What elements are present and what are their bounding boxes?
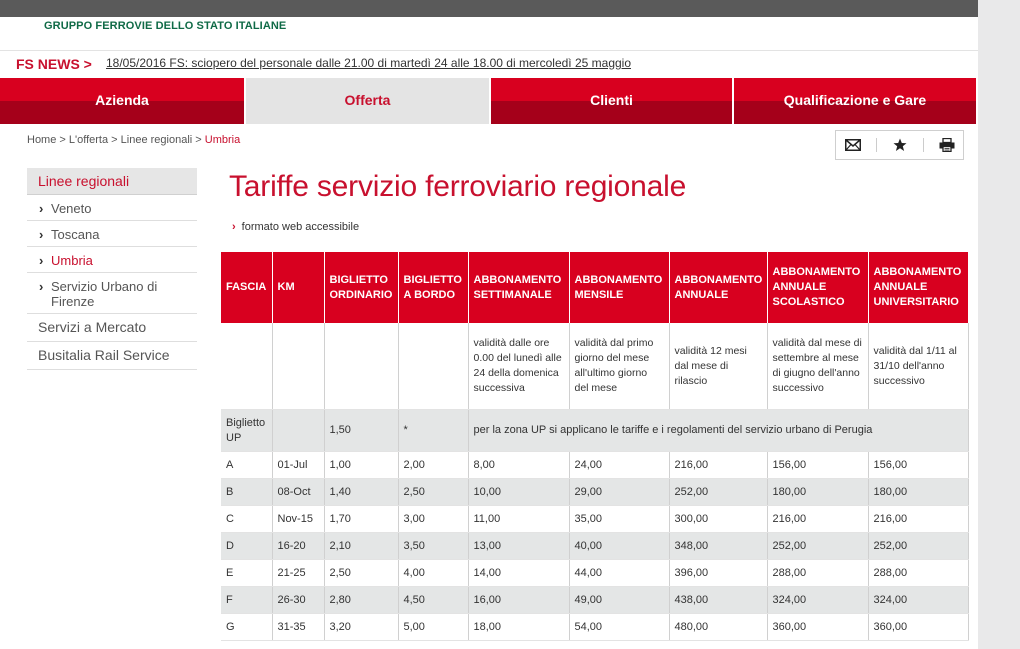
table-cell: 16-20 [272,533,324,560]
table-cell: 2,80 [324,587,398,614]
tariff-table [221,252,969,641]
table-cell [272,410,324,452]
table-header-row [221,252,968,323]
mail-icon[interactable] [843,135,863,155]
table-cell: 480,00 [669,614,767,641]
table-cell: Biglietto UP [221,410,272,452]
column-header: BIGLIETTO A BORDO [398,252,468,323]
table-cell: 2,50 [398,479,468,506]
table-cell: 35,00 [569,506,669,533]
table-cell: 360,00 [767,614,868,641]
table-cell: validità 12 mesi dal mese di rilascio [669,323,767,410]
table-cell: 2,10 [324,533,398,560]
table-cell [221,323,272,410]
table-cell: 1,00 [324,452,398,479]
sidebar [27,168,197,370]
table-cell: * [398,410,468,452]
page-title: Tariffe servizio ferroviario regionale [229,170,687,203]
table-cell: 216,00 [868,506,968,533]
nav-item-offerta[interactable] [246,78,491,124]
table-cell: 5,00 [398,614,468,641]
table-cell: 252,00 [868,533,968,560]
table-cell: validità dal mese di settembre al mese di giugno dell'anno successivo [767,323,868,410]
table-cell: validità dal 1/11 al 31/10 dell'anno successivo [868,323,968,410]
table-cell: 396,00 [669,560,767,587]
table-cell: validità dal primo giorno del mese all'ultimo giorno del mese [569,323,669,410]
table-cell: 288,00 [868,560,968,587]
news-label[interactable]: FS NEWS > [16,56,92,72]
table-cell: Nov-15 [272,506,324,533]
nav-label: Qualificazione e Gare [783,92,927,108]
table-cell: 40,00 [569,533,669,560]
table-row [221,614,968,641]
table-cell: 11,00 [468,506,569,533]
table-cell: 1,40 [324,479,398,506]
table-cell: 01-Jul [272,452,324,479]
breadcrumb-offerta[interactable]: L'offerta [68,134,109,146]
table-cell: E [221,560,272,587]
accessible-format-link[interactable] [232,221,359,233]
table-cell [398,323,468,410]
table-cell: 324,00 [767,587,868,614]
star-icon[interactable] [890,135,910,155]
table-cell: 348,00 [669,533,767,560]
table-cell: 216,00 [669,452,767,479]
table-cell: 44,00 [569,560,669,587]
sidebar-item-toscana[interactable] [27,221,197,247]
nav-item-azienda[interactable] [0,78,246,124]
table-cell: 16,00 [468,587,569,614]
column-header: KM [272,252,324,323]
print-icon[interactable] [937,135,957,155]
sidebar-item-firenze[interactable] [27,273,197,314]
table-cell: 300,00 [669,506,767,533]
column-header: BIGLIETTO ORDINARIO [324,252,398,323]
sidebar-item-servizi-mercato[interactable]: Servizi a Mercato [27,314,197,342]
table-cell: 438,00 [669,587,767,614]
table-cell: 288,00 [767,560,868,587]
column-header: ABBONAMENTO ANNUALE SCOLASTICO [767,252,868,323]
chevron-right-icon: › [39,227,44,242]
main-nav [0,78,978,124]
table-row [221,506,968,533]
sidebar-item-label: Servizio Urbano di Firenze [51,279,158,309]
brand-row [0,17,978,51]
chevron-right-icon: › [39,279,44,294]
nav-item-clienti[interactable] [491,78,734,124]
table-row [221,560,968,587]
table-cell: 08-Oct [272,479,324,506]
sidebar-item-label: Umbria [51,253,93,268]
brand-name[interactable]: GRUPPO FERROVIE DELLO STATO ITALIANE [44,20,287,32]
table-row [221,587,968,614]
breadcrumb-home[interactable]: Home [27,134,57,146]
breadcrumb-current: Umbria [204,134,241,146]
table-cell: 18,00 [468,614,569,641]
table-cell: 1,50 [324,410,398,452]
table-cell: 54,00 [569,614,669,641]
validity-row [221,323,968,410]
table-row [221,533,968,560]
table-cell: validità dalle ore 0.00 del lunedì alle 24 della domenica successiva [468,323,569,410]
table-cell: 3,20 [324,614,398,641]
chevron-right-icon: › [39,201,44,216]
chevron-right-icon: › [232,221,236,233]
sidebar-item-busitalia[interactable]: Busitalia Rail Service [27,342,197,370]
table-cell: 13,00 [468,533,569,560]
table-cell: 156,00 [868,452,968,479]
news-row [0,51,978,78]
table-cell: 2,50 [324,560,398,587]
table-cell: 31-35 [272,614,324,641]
table-cell: 49,00 [569,587,669,614]
sidebar-item-linee-regionali[interactable]: Linee regionali [27,168,197,195]
table-cell: 21-25 [272,560,324,587]
table-cell: 1,70 [324,506,398,533]
table-cell: per la zona UP si applicano le tariffe e i regolamenti del servizio urbano di Perugia [468,410,968,452]
table-row-up [221,410,968,452]
page-tools [835,130,964,160]
breadcrumb-linee[interactable]: Linee regionali [120,134,193,146]
table-cell: 8,00 [468,452,569,479]
accessible-format-label: formato web accessibile [241,221,360,233]
nav-label: Offerta [344,92,391,108]
nav-label: Azienda [95,92,149,108]
table-cell: F [221,587,272,614]
table-cell: 216,00 [767,506,868,533]
table-cell: D [221,533,272,560]
table-cell [272,323,324,410]
table-cell: 10,00 [468,479,569,506]
sidebar-item-veneto[interactable] [27,195,197,221]
nav-label: Clienti [590,92,633,108]
table-cell: G [221,614,272,641]
table-cell: 156,00 [767,452,868,479]
table-cell: 3,50 [398,533,468,560]
table-cell: C [221,506,272,533]
breadcrumb: Home > L'offerta > Linee regionali > Umbria [27,134,241,146]
column-header: ABBONAMENTO ANNUALE UNIVERSITARIO [868,252,968,323]
table-cell: 252,00 [669,479,767,506]
table-cell: 180,00 [868,479,968,506]
table-cell: 4,00 [398,560,468,587]
column-header: FASCIA [221,252,272,323]
table-row [221,452,968,479]
table-cell: 24,00 [569,452,669,479]
nav-item-qualificazione[interactable] [734,78,978,124]
table-cell: 14,00 [468,560,569,587]
table-cell: A [221,452,272,479]
table-cell: 26-30 [272,587,324,614]
news-link[interactable]: 18/05/2016 FS: sciopero del personale dalle 21.00 di martedì 24 alle 18.00 di mercoledì 25 maggio [106,56,632,70]
sidebar-item-label: Toscana [51,227,100,242]
table-row [221,479,968,506]
table-cell: 252,00 [767,533,868,560]
column-header: ABBONAMENTO ANNUALE [669,252,767,323]
sidebar-item-umbria[interactable] [27,247,197,273]
table-cell: B [221,479,272,506]
table-cell: 360,00 [868,614,968,641]
table-cell: 180,00 [767,479,868,506]
top-bar [0,0,978,17]
table-cell [324,323,398,410]
table-cell: 4,50 [398,587,468,614]
column-header: ABBONAMENTO MENSILE [569,252,669,323]
table-cell: 324,00 [868,587,968,614]
table-cell: 2,00 [398,452,468,479]
sidebar-item-label: Veneto [51,201,92,216]
chevron-right-icon: › [39,253,44,268]
table-cell: 3,00 [398,506,468,533]
table-cell: 29,00 [569,479,669,506]
column-header: ABBONAMENTO SETTIMANALE [468,252,569,323]
